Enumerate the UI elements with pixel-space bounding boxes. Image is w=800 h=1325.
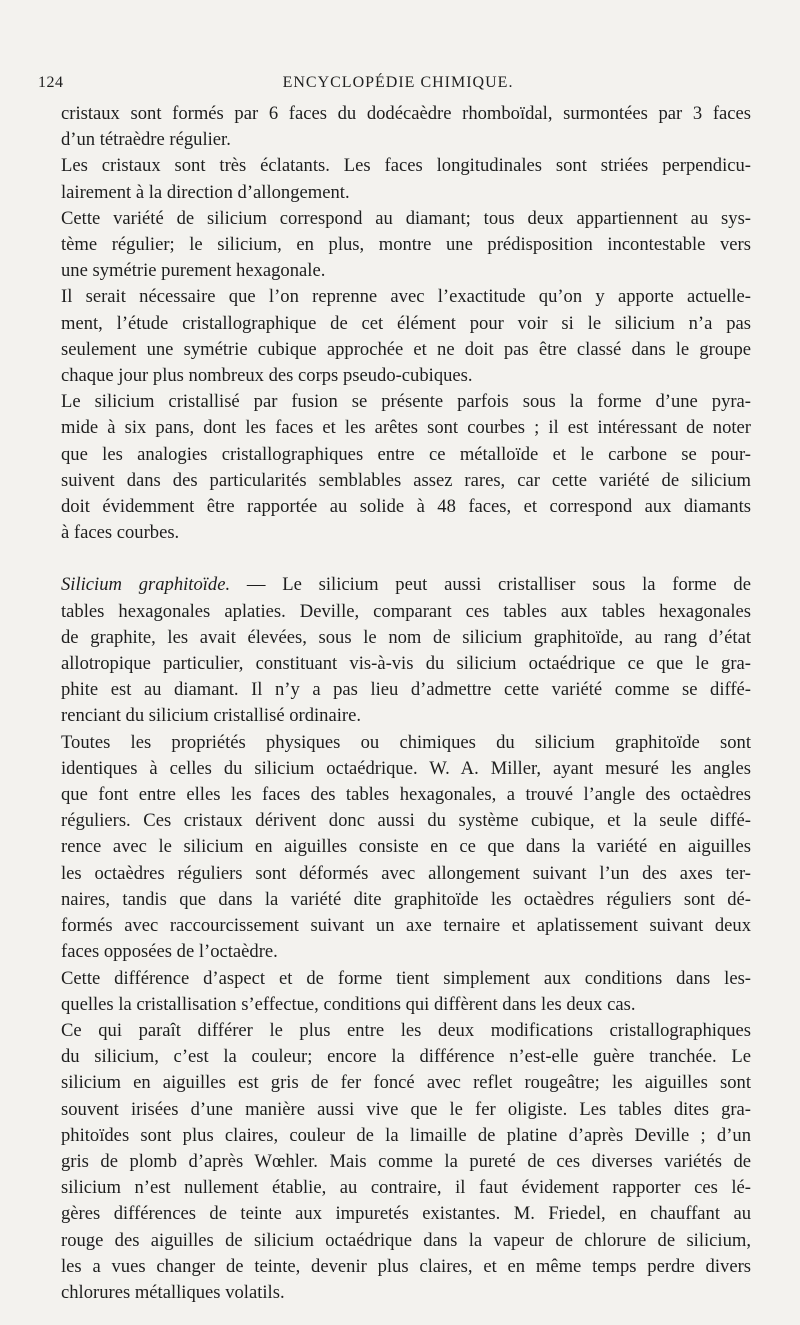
text-line: gères différences de teinte aux impuretés existantes. M. Friedel, en chauffant au — [61, 1203, 751, 1225]
running-head — [38, 74, 758, 96]
text-line: phite est au diamant. Il n’y a pas lieu d’admettre cette variété comme se diffé- — [61, 679, 751, 701]
paragraph — [61, 966, 751, 1018]
text-line — [61, 572, 751, 598]
text-line: chaque jour plus nombreux des corps pseudo-cubiques. — [61, 365, 473, 387]
text-line: lairement à la direction d’allongement. — [61, 181, 350, 203]
text-line: cristaux sont formés par 6 faces du dodécaèdre rhomboïdal, surmontées par 3 faces — [61, 103, 751, 124]
text-line: doit évidemment être rapportée au solide à 48 faces, et correspond aux diamants — [61, 496, 751, 518]
text-line: rence avec le silicium en aiguilles consiste en ce que dans la variété en aiguilles — [61, 836, 751, 858]
text-line: quelles la cristallisation s’effectue, conditions qui diffèrent dans les deux cas. — [61, 993, 636, 1015]
line-text: — Le silicium peut aussi cristalliser sous la forme de — [230, 574, 751, 596]
paragraph — [61, 389, 751, 546]
paragraph — [61, 1018, 751, 1306]
text-line: renciant du silicium cristallisé ordinaire. — [61, 705, 361, 727]
text-line: suivent dans des particularités semblables assez rares, car cette variété de silicium — [61, 469, 751, 491]
paragraph — [61, 572, 751, 729]
paragraph — [61, 101, 751, 153]
text-line: seulement une symétrie cubique approchée et ne doit pas être classé dans le groupe — [61, 338, 751, 360]
text-line: phitoïdes sont plus claires, couleur de la limaille de platine d’après Deville ; d’un — [61, 1124, 751, 1146]
text-line: une symétrie purement hexagonale. — [61, 260, 326, 282]
paragraph — [61, 153, 751, 205]
section-title: Silicium graphitoïde. — [61, 574, 231, 596]
text-line: formés avec raccourcissement suivant un axe ternaire et aplatissement suivant deux — [61, 915, 751, 937]
text-line: ment, l’étude cristallographique de cet élément pour voir si le silicium n’a pas — [61, 312, 751, 334]
text-line: de graphite, les avait élevées, sous le nom de silicium graphitoïde, au rang d’état — [61, 626, 751, 648]
text-line: à faces courbes. — [61, 522, 180, 544]
paragraph — [61, 284, 751, 389]
text-line: souvent irisées d’une manière aussi vive que le fer oligiste. Les tables dites gra- — [61, 1098, 751, 1120]
text-line: que les analogies cristallographiques entre ce métalloïde et le carbone se pour- — [61, 443, 751, 465]
text-line: naires, tandis que dans la variété dite graphitoïde les octaèdres réguliers sont dé- — [61, 888, 751, 910]
text-line: rouge des aiguilles de silicium octaédrique dans la vapeur de chlorure de silicium, — [61, 1229, 751, 1251]
text-line: tème régulier; le silicium, en plus, montre une prédisposition incontestable vers — [61, 234, 751, 256]
text-line: Ce qui paraît différer le plus entre les deux modifications cristallographiques — [61, 1019, 751, 1041]
paragraph — [61, 730, 751, 966]
text-line: chlorures métalliques volatils. — [61, 1281, 285, 1303]
page-number: 124 — [38, 74, 64, 91]
text-line: Les cristaux sont très éclatants. Les faces longitudinales sont striées perpendicu- — [61, 155, 751, 177]
text-line: d’un tétraèdre régulier. — [61, 129, 231, 151]
section-spacer — [61, 546, 751, 572]
text-line: les octaèdres réguliers sont déformés avec allongement suivant l’un des axes ter- — [61, 862, 751, 884]
paragraph — [61, 206, 751, 285]
text-line: réguliers. Ces cristaux dérivent donc aussi du système cubique, et la seule diffé- — [61, 810, 751, 832]
text-line: Toutes les propriétés physiques ou chimiques du silicium graphitoïde sont — [61, 731, 751, 753]
text-line: Cette variété de silicium correspond au diamant; tous deux appartiennent au sys- — [61, 207, 751, 229]
text-line: Le silicium cristallisé par fusion se présente parfois sous la forme d’une pyra- — [61, 391, 751, 413]
body-text — [61, 101, 751, 1306]
text-line: gris de plomb d’après Wœhler. Mais comme la pureté de ces diverses variétés de — [61, 1150, 751, 1172]
text-line: identiques à celles du silicium octaédrique. W. A. Miller, ayant mesuré les angles — [61, 757, 751, 779]
text-line: silicium en aiguilles est gris de fer foncé avec reflet rougeâtre; les aiguilles sont — [61, 1072, 751, 1094]
text-line: allotropique particulier, constituant vis-à-vis du silicium octaédrique ce que le gra- — [61, 653, 751, 675]
text-line: que font entre elles les faces des tables hexagonales, a trouvé l’angle des octaèdres — [61, 784, 751, 806]
text-line: Il serait nécessaire que l’on reprenne avec l’exactitude qu’on y apporte actuelle- — [61, 286, 751, 308]
text-line: Cette différence d’aspect et de forme tient simplement aux conditions dans les- — [61, 967, 751, 989]
text-line: du silicium, c’est la couleur; encore la différence n’est-elle guère tranchée. Le — [61, 1046, 751, 1068]
text-line: mide à six pans, dont les faces et les arêtes sont courbes ; il est intéressant de noter — [61, 417, 751, 439]
text-line: les a vues changer de teinte, devenir plus claires, et en même temps perdre divers — [61, 1255, 751, 1277]
text-line: tables hexagonales aplaties. Deville, comparant ces tables aux tables hexagonales — [61, 600, 751, 622]
text-line: silicium n’est nullement établie, au contraire, il faut évidement rapporter ces lé- — [61, 1177, 751, 1199]
text-line: faces opposées de l’octaèdre. — [61, 941, 278, 963]
running-title: ENCYCLOPÉDIE CHIMIQUE. — [282, 74, 514, 91]
